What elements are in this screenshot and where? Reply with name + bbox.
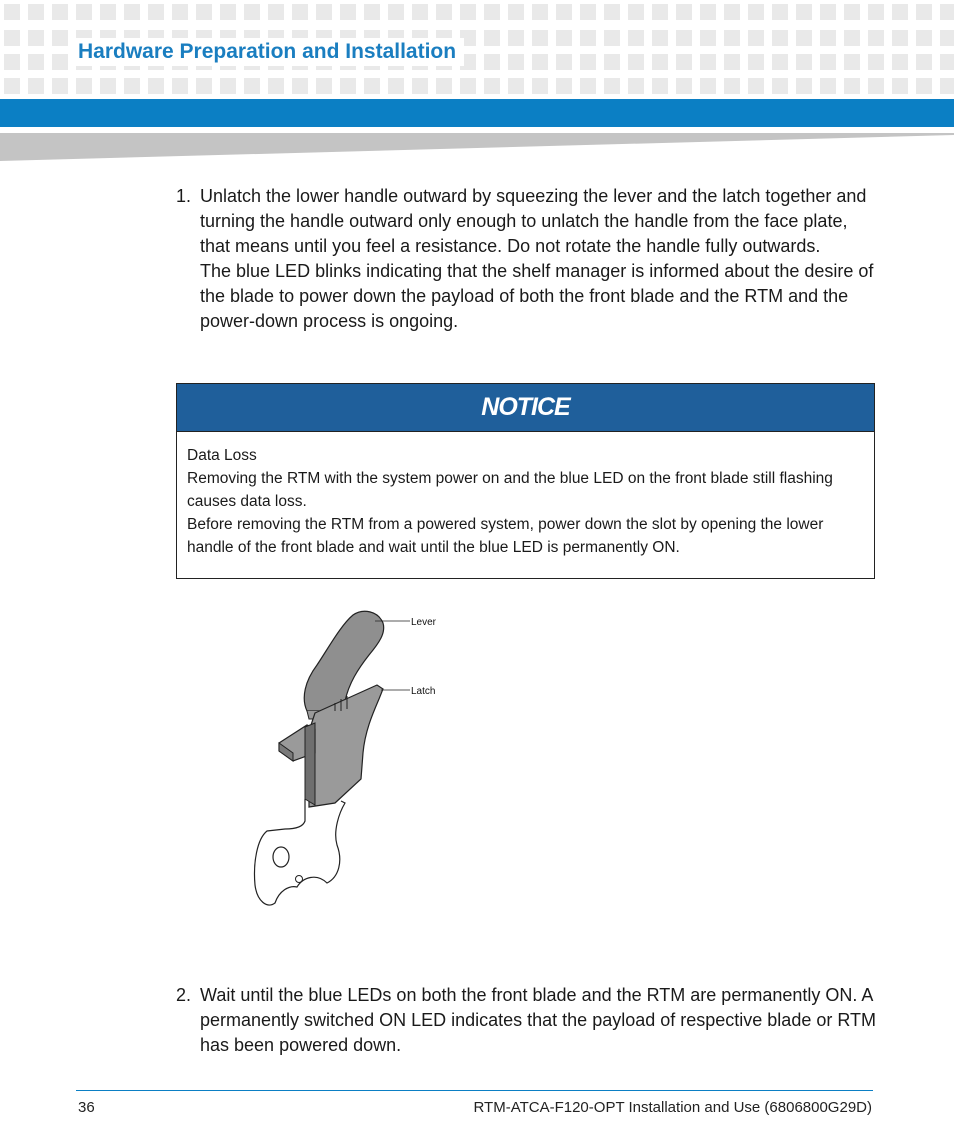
tile (316, 78, 332, 94)
tile (868, 78, 884, 94)
header-gray-wedge (0, 131, 954, 163)
notice-label: NOTICE (481, 393, 570, 421)
tile (652, 30, 668, 46)
tile (316, 4, 332, 20)
notice-header (177, 384, 874, 432)
tile (484, 30, 500, 46)
tile (892, 30, 908, 46)
tile (28, 4, 44, 20)
tile (772, 54, 788, 70)
tile (508, 54, 524, 70)
tile (28, 54, 44, 70)
tile (484, 54, 500, 70)
step-number: 1. (176, 186, 192, 206)
step-number: 2. (176, 985, 192, 1005)
tile (892, 4, 908, 20)
tile (724, 78, 740, 94)
tile (604, 78, 620, 94)
tile (28, 78, 44, 94)
tile (916, 30, 932, 46)
tile (340, 78, 356, 94)
tile (652, 54, 668, 70)
tile (76, 78, 92, 94)
page-number: 36 (78, 1099, 95, 1116)
tile (508, 4, 524, 20)
notice-heading: Data Loss (187, 447, 257, 464)
tile (748, 4, 764, 20)
lower-handle-outline (255, 799, 346, 905)
tile (604, 30, 620, 46)
tile (292, 4, 308, 20)
step-paragraph: The blue LED blinks indicating that the shelf manager is informed about the desire of the blade to power down the payload of both the front blade and the RTM and the power-down process is ongoing. (200, 261, 874, 331)
tile (100, 4, 116, 20)
step-body (200, 184, 876, 334)
tile (100, 78, 116, 94)
tile (868, 4, 884, 20)
tile (700, 30, 716, 46)
tile (580, 78, 596, 94)
step-item (176, 983, 886, 1058)
tile (436, 78, 452, 94)
handle-illustration (245, 603, 445, 913)
tile (340, 4, 356, 20)
tile (148, 4, 164, 20)
step-list-1 (176, 184, 876, 334)
tile (724, 4, 740, 20)
step-paragraph: Unlatch the lower handle outward by squeezing the lever and the latch together and turning the handle outward only enough to unlatch the handle from the face plate, that means until you feel a resistance. Do not rotate the handle fully outwards. (200, 186, 867, 256)
tile (772, 4, 788, 20)
tile (820, 4, 836, 20)
tile (124, 78, 140, 94)
tile (532, 54, 548, 70)
tile (460, 4, 476, 20)
tile (748, 78, 764, 94)
tile (796, 30, 812, 46)
notice-text: Before removing the RTM from a powered system, power down the slot by opening the lower handle of the front blade and wait until the blue LED is permanently ON. (187, 516, 824, 556)
tile (628, 54, 644, 70)
document-reference: RTM-ATCA-F120-OPT Installation and Use (6806800G29D) (473, 1099, 872, 1116)
tile (508, 78, 524, 94)
tile (796, 78, 812, 94)
tile (820, 30, 836, 46)
tile (604, 4, 620, 20)
tile (244, 78, 260, 94)
tile (532, 30, 548, 46)
step-body (200, 983, 886, 1058)
tile (700, 4, 716, 20)
tile (172, 78, 188, 94)
tile (916, 4, 932, 20)
tile (484, 4, 500, 20)
tile (172, 4, 188, 20)
tile (52, 30, 68, 46)
lever-label: Lever (411, 617, 437, 628)
notice-body (177, 432, 874, 559)
tile (268, 4, 284, 20)
tile (364, 4, 380, 20)
tile (388, 4, 404, 20)
tile (436, 4, 452, 20)
tile (676, 4, 692, 20)
tile (844, 78, 860, 94)
tile (700, 54, 716, 70)
tile (844, 30, 860, 46)
footer-rule (76, 1090, 873, 1091)
tile (844, 54, 860, 70)
tile (532, 78, 548, 94)
tile (244, 4, 260, 20)
step-paragraph: Wait until the blue LEDs on both the front blade and the RTM are permanently ON. A permanently switched ON LED indicates that the payload of respective blade or RTM has been powered down. (200, 985, 877, 1055)
tile (4, 78, 20, 94)
tile (772, 78, 788, 94)
tile (412, 4, 428, 20)
tile (580, 30, 596, 46)
tile (556, 78, 572, 94)
tile (652, 78, 668, 94)
tile (820, 54, 836, 70)
tile (484, 78, 500, 94)
tile (4, 4, 20, 20)
tile (676, 54, 692, 70)
tile (676, 78, 692, 94)
tile (268, 78, 284, 94)
tile (52, 78, 68, 94)
tile (940, 54, 954, 70)
tile (364, 78, 380, 94)
tile (76, 4, 92, 20)
tile (892, 78, 908, 94)
latch-label: Latch (411, 686, 436, 697)
tile (460, 78, 476, 94)
tile (628, 30, 644, 46)
tile (940, 78, 954, 94)
notice-box (176, 383, 875, 579)
tile (28, 30, 44, 46)
tile (4, 30, 20, 46)
tile (580, 4, 596, 20)
tile (292, 78, 308, 94)
tile (772, 30, 788, 46)
tile (556, 4, 572, 20)
tile (940, 30, 954, 46)
tile (748, 30, 764, 46)
tile (124, 4, 140, 20)
tile (628, 4, 644, 20)
tile (628, 78, 644, 94)
tile (220, 4, 236, 20)
tile (556, 30, 572, 46)
tile (196, 78, 212, 94)
tile (604, 54, 620, 70)
tile (700, 78, 716, 94)
step-item (176, 184, 876, 334)
tile (148, 78, 164, 94)
tile (916, 78, 932, 94)
tile (508, 30, 524, 46)
tile (556, 54, 572, 70)
tile (796, 54, 812, 70)
tile (4, 54, 20, 70)
tile (52, 4, 68, 20)
tile-row (4, 78, 954, 94)
tile (196, 4, 212, 20)
section-title: Hardware Preparation and Installation (70, 38, 464, 66)
tile (796, 4, 812, 20)
tile (412, 78, 428, 94)
tile (868, 54, 884, 70)
header-blue-band (0, 99, 954, 127)
tile (892, 54, 908, 70)
tile (580, 54, 596, 70)
tile (388, 78, 404, 94)
tile (52, 54, 68, 70)
tile (844, 4, 860, 20)
tile (724, 30, 740, 46)
tile (916, 54, 932, 70)
tile (652, 4, 668, 20)
tile (532, 4, 548, 20)
tile (724, 54, 740, 70)
tile (868, 30, 884, 46)
tile-row (4, 4, 954, 20)
tile (748, 54, 764, 70)
tile (220, 78, 236, 94)
tile (676, 30, 692, 46)
tile (940, 4, 954, 20)
tile (820, 78, 836, 94)
notice-text: Removing the RTM with the system power on and the blue LED on the front blade still flashing causes data loss. (187, 470, 833, 510)
step-list-2 (176, 983, 886, 1058)
